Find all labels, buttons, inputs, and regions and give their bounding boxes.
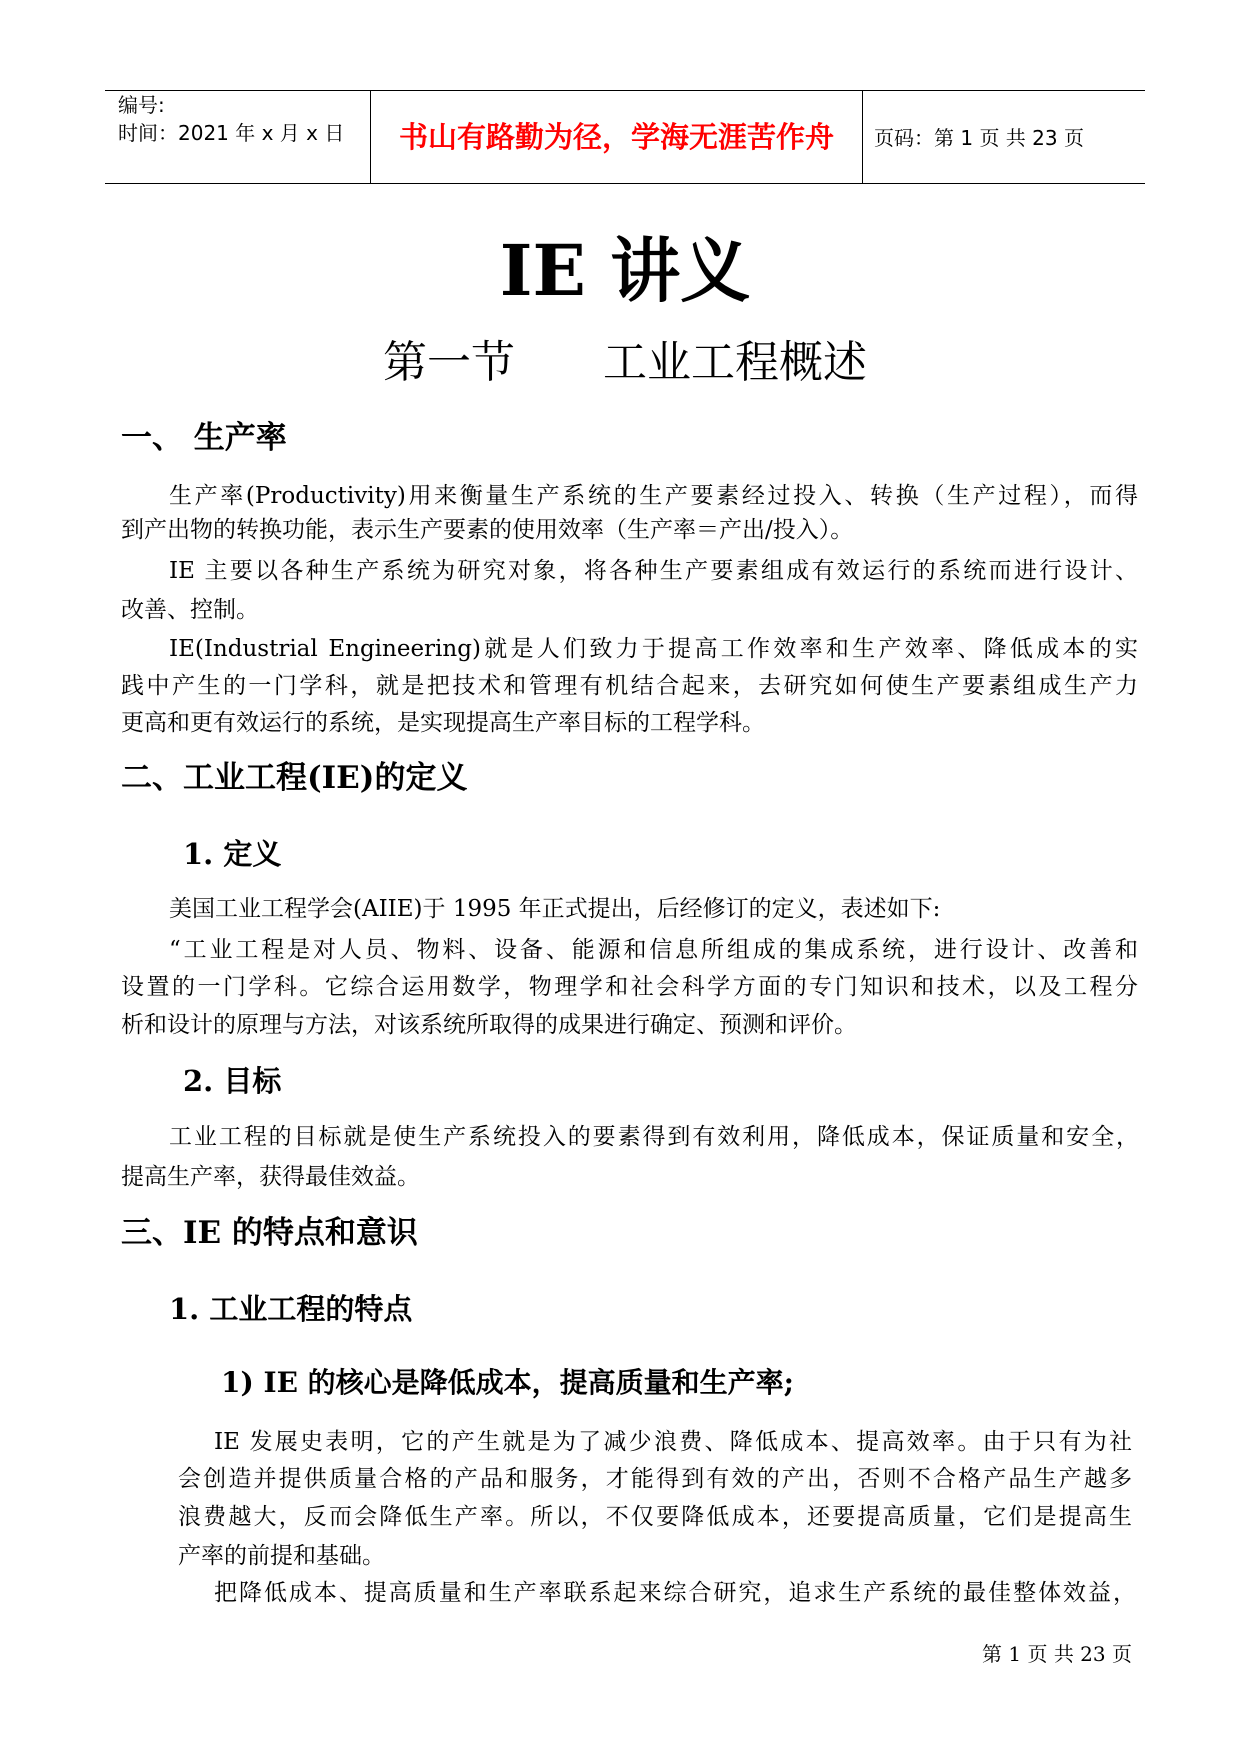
paragraph-line: 析和设计的原理与方法，对该系统所取得的成果进行确定、预测和评价。 xyxy=(121,1012,857,1038)
header-page-info: 页码：第 1 页 共 23 页 xyxy=(874,126,1084,150)
point-heading: 1) IE 的核心是降低成本，提高质量和生产率; xyxy=(221,1366,795,1399)
paragraph-line: 践中产生的一门学科，就是把技术和管理有机结合起来，去研究如何使生产要素组成生产力 xyxy=(121,673,1138,699)
paragraph-line: 浪费越大，反而会降低生产率。所以，不仅要降低成本，还要提高质量，它们是提高生 xyxy=(178,1504,1132,1530)
subsection-heading: 1. 定义 xyxy=(183,837,282,871)
document-title: IE 讲义 xyxy=(499,229,751,312)
paragraph-line: 把降低成本、提高质量和生产率联系起来综合研究，追求生产系统的最佳整体效益， xyxy=(214,1580,1136,1606)
paragraph-line: 提高生产率，获得最佳效益。 xyxy=(121,1164,420,1190)
paragraph-line: 产率的前提和基础。 xyxy=(178,1543,385,1569)
paragraph-line: 美国工业工程学会(AIIE)于 1995 年正式提出，后经修订的定义，表述如下: xyxy=(169,896,941,922)
section-heading: 一、 生产率 xyxy=(121,420,287,456)
paragraph-line: 生产率(Productivity)用来衡量生产系统的生产要素经过投入、转换（生产过程），而得 xyxy=(169,483,1138,509)
subsection-heading: 1. 工业工程的特点 xyxy=(169,1292,413,1326)
header-rule-bottom xyxy=(105,183,1145,184)
paragraph-line: IE 发展史表明，它的产生就是为了减少浪费、降低成本、提高效率。由于只有为社 xyxy=(214,1429,1132,1455)
paragraph-line: 工业工程的目标就是使生产系统投入的要素得到有效利用，降低成本，保证质量和安全， xyxy=(169,1124,1139,1150)
document-time-label: 时间：2021 年 x 月 x 日 xyxy=(118,121,345,145)
document-number-label: 编号: xyxy=(118,93,165,117)
paragraph-line: IE 主要以各种生产系统为研究对象，将各种生产要素组成有效运行的系统而进行设计、 xyxy=(169,558,1138,584)
section-heading: 三、IE 的特点和意识 xyxy=(121,1215,418,1251)
subsection-heading: 2. 目标 xyxy=(183,1064,282,1098)
header-rule-top xyxy=(105,90,1145,91)
paragraph-line: 到产出物的转换功能，表示生产要素的使用效率（生产率＝产出/投入）。 xyxy=(121,517,854,543)
header-divider-right xyxy=(862,90,863,184)
section-heading: 二、工业工程(IE)的定义 xyxy=(121,760,468,796)
paragraph-line: IE(Industrial Engineering)就是人们致力于提高工作效率和生产效率、降低成本的实 xyxy=(169,636,1138,662)
header-motto: 书山有路勤为径，学海无涯苦作舟 xyxy=(398,120,834,154)
paragraph-line: 改善、控制。 xyxy=(121,597,259,623)
paragraph-line: 设置的一门学科。它综合运用数学，物理学和社会科学方面的专门知识和技术，以及工程分 xyxy=(121,974,1138,1000)
page-footer: 第 1 页 共 23 页 xyxy=(982,1642,1132,1666)
paragraph-line: 会创造并提供质量合格的产品和服务，才能得到有效的产出，否则不合格产品生产越多 xyxy=(178,1466,1132,1492)
paragraph-line: 更高和更有效运行的系统，是实现提高生产率目标的工程学科。 xyxy=(121,710,765,736)
paragraph-line: “工业工程是对人员、物料、设备、能源和信息所组成的集成系统，进行设计、改善和 xyxy=(169,937,1138,963)
chapter-title: 第一节 工业工程概述 xyxy=(383,337,867,388)
